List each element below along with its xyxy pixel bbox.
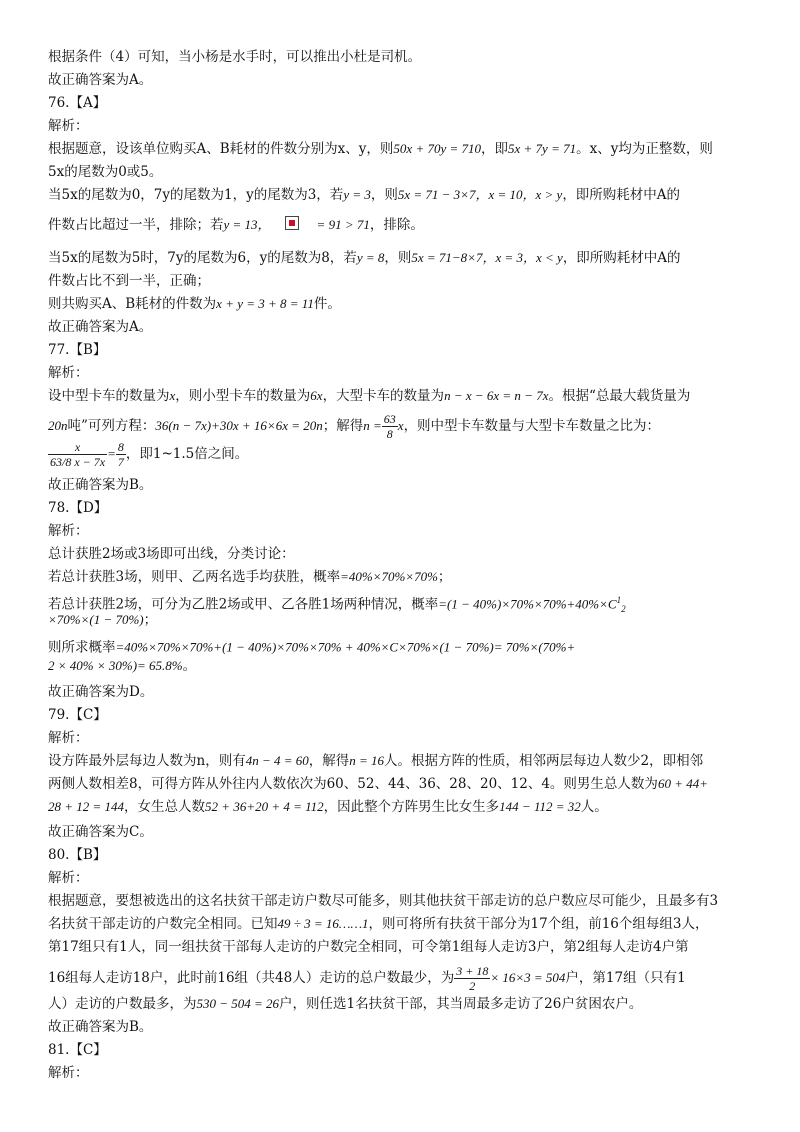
text-line: 第17组只有1人，同一组扶贫干部每人走访的户数完全相同，可令第1组每人走访3户，第2组每人走访4户第 (48, 939, 689, 955)
math-expression: 60 + 44+ (657, 776, 708, 791)
question-heading: 78.【D】 (48, 500, 108, 516)
text-line: 件数占比不到一半，正确； (48, 273, 210, 289)
math-expression: x (397, 418, 404, 433)
math-expression: 5x + 7y = 71 (508, 141, 577, 156)
math-expression: 5x = 71−8×7，x = 3，x < y (411, 250, 563, 265)
text-line: 2 × 40% × 30%)= 65.8%。 (48, 658, 197, 674)
text-line: 人）走访的户数最多，为530 − 504 = 26户，则任选1名扶贫干部，其当周最多走访了26户贫困农户。 (48, 996, 643, 1012)
broken-image-icon (285, 216, 299, 230)
math-expression: y = 13， (223, 217, 271, 232)
math-expression: x + y = 3 + 8 = 11 (216, 296, 314, 311)
fraction: $\frac{63}{8}$ (383, 412, 396, 441)
text-line: 根据条件（4）可知，当小杨是水手时，可以推出小杜是司机。 (48, 49, 422, 65)
text-line: 故正确答案为B。 (48, 1019, 153, 1035)
text-line: 20n吨”可列方程：36(n − 7x)+30x + 16×6x = 20n；解得n = $\frac{63}{8}$ x，则中型卡车数量与大型卡车数量之比为： (48, 412, 661, 441)
text-line: $\frac{x}{63/8 x - 7x}$ = $\frac{8}{7}$ ，即1~1.5倍之间。 (50, 440, 249, 469)
text-line: 16组每人走访18户，此时前16组（共48人）走访的总户数最少，为 $\frac{3 + 18}{2}$ × 16×3 = 504户，第17组（只有1 (48, 964, 686, 993)
math-expression: y = 8 (356, 250, 385, 265)
text-line: 解析： (48, 730, 89, 746)
text-line: 若总计获胜2场，可分为乙胜2场或甲、乙各胜1场两种情况，概率$=(1 - 40\%)\times 70\%\times 70\%+40\%\times C^1_2$ (48, 595, 626, 615)
text-line: 设中型卡车的数量为x，则小型卡车的数量为6x，大型卡车的数量为n − x − 6x = n − 7x。根据“总最大载货量为 (48, 388, 691, 404)
text-line: ×70%×(1 − 70%)； (48, 612, 158, 628)
text-line: 故正确答案为C。 (48, 824, 153, 840)
text-line: 5x的尾数为0或5。 (48, 164, 163, 180)
text-line: 故正确答案为D。 (48, 684, 154, 700)
text-line: 若总计获胜3场，则甲、乙两名选手均获胜，概率=40%×70%×70%； (48, 569, 452, 585)
text-line: 故正确答案为A。 (48, 72, 153, 88)
text-line: 解析： (48, 118, 89, 134)
text-line: 故正确答案为B。 (48, 477, 153, 493)
math-expression: ×70%×(1 − 70%)= 70%×(70%+ (398, 639, 576, 655)
math-expression: 6x (310, 388, 323, 403)
math-expression: y = 3 (343, 187, 371, 202)
math-expression: n = (363, 418, 382, 433)
math-expression: 144 − 112 = 32 (499, 799, 581, 814)
text-line: 则所求概率=40%×70%×70%+(1 − 40%)×70%×70% + 40%×C×70%×(1 − 70%)= 70%×(70%+ (48, 639, 576, 656)
question-heading: 81.【C】 (48, 1042, 107, 1058)
question-heading: 79.【C】 (48, 707, 107, 723)
math-expression: 2 × 40% × 30%)= 65.8% (48, 658, 183, 673)
text-line: 名扶贫干部走访的户数完全相同。已知49 ÷ 3 = 16……1，则可将所有扶贫干部分为17个组，前16个组每组3人， (48, 916, 709, 932)
math-expression: =40%×70%×70%+(1 − 40%)×70%×70% + 40%×C (115, 639, 399, 655)
fraction: $\frac{3 + 18}{2}$ (456, 964, 489, 993)
text-line: 件数占比超过一半，排除；若y = 13， = 91 > 71，排除。 (48, 217, 424, 233)
math-expression: =40%×70%×70% (340, 569, 438, 584)
superscript: 1 (616, 595, 622, 605)
question-heading: 77.【B】 (48, 342, 107, 358)
fraction: $\frac{x}{63/8 x - 7x}$ (50, 440, 106, 469)
math-expression: × 16×3 = 504 (490, 970, 566, 985)
text-line: 解析： (48, 1065, 89, 1081)
text-line: 解析： (48, 523, 89, 539)
text-line: 两侧人数相差8，可得方阵从外往内人数依次为60、52、44、36、28、20、12、4。则男生总人数为60 + 44+ (48, 776, 708, 792)
text-line: 根据题意，设该单位购买A、B耗材的件数分别为x、y，则50x + 70y = 710，即5x + 7y = 71。x、y均为正整数，则 (48, 141, 713, 157)
text-line: 解析： (48, 870, 89, 886)
math-expression: n − x − 6x = n − 7x (444, 388, 549, 403)
math-expression: 530 − 504 = 26 (196, 996, 280, 1011)
text-line: 则共购买A、B耗材的件数为x + y = 3 + 8 = 11件。 (48, 296, 341, 312)
math-expression: 36(n − 7x)+30x + 16×6x = 20n (155, 418, 323, 433)
math-expression: =(1 − 40%)×70%×70%+40%×C (438, 596, 617, 612)
fraction: $\frac{8}{7}$ (117, 440, 124, 469)
text-line: 解析： (48, 365, 89, 381)
question-heading: 80.【B】 (48, 847, 107, 863)
math-expression: 49 ÷ 3 = 16……1 (277, 916, 369, 931)
math-expression: 5x = 71 − 3×7，x = 10，x > y (397, 187, 563, 202)
text-line: 故正确答案为A。 (48, 319, 153, 335)
text-line: 根据题意，要想被选出的这名扶贫干部走访户数尽可能多，则其他扶贫干部走访的总户数应尽可能少，且最多有3 (48, 893, 719, 909)
text-line: 28 + 12 = 144，女生总人数52 + 36+20 + 4 = 112，因此整个方阵男生比女生多144 − 112 = 32人。 (48, 799, 608, 815)
text-line: 总计获胜2场或3场即可出线，分类讨论： (48, 546, 295, 562)
math-expression: 4n − 4 = 60 (245, 753, 309, 768)
text-line: 当5x的尾数为0，7y的尾数为1，y的尾数为3，若y = 3，则5x = 71 − 3×7，x = 10，x > y，即所购耗材中A的 (48, 187, 681, 203)
math-expression: 28 + 12 = 144 (48, 799, 125, 814)
math-expression: 50x + 70y = 710 (393, 141, 482, 156)
text-line: 当5x的尾数为5时，7y的尾数为6，y的尾数为8，若y = 8，则5x = 71−8×7，x = 3，x < y，即所购耗材中A的 (48, 250, 681, 266)
math-expression: = (107, 446, 116, 461)
question-heading: 76.【A】 (48, 95, 107, 111)
subscript: 2 (621, 604, 626, 615)
text-line: 设方阵最外层每边人数为n，则有4n − 4 = 60，解得n = 16人。根据方阵的性质，相邻两层每边人数少2，即相邻 (48, 753, 704, 769)
math-expression: = 91 > 71 (316, 217, 370, 232)
math-expression: n = 16 (349, 753, 385, 768)
math-expression: ×70%×(1 − 70%) (48, 612, 144, 627)
math-expression: 20n (48, 418, 68, 433)
math-expression: x (169, 388, 176, 403)
math-expression: 52 + 36+20 + 4 = 112 (205, 799, 324, 814)
